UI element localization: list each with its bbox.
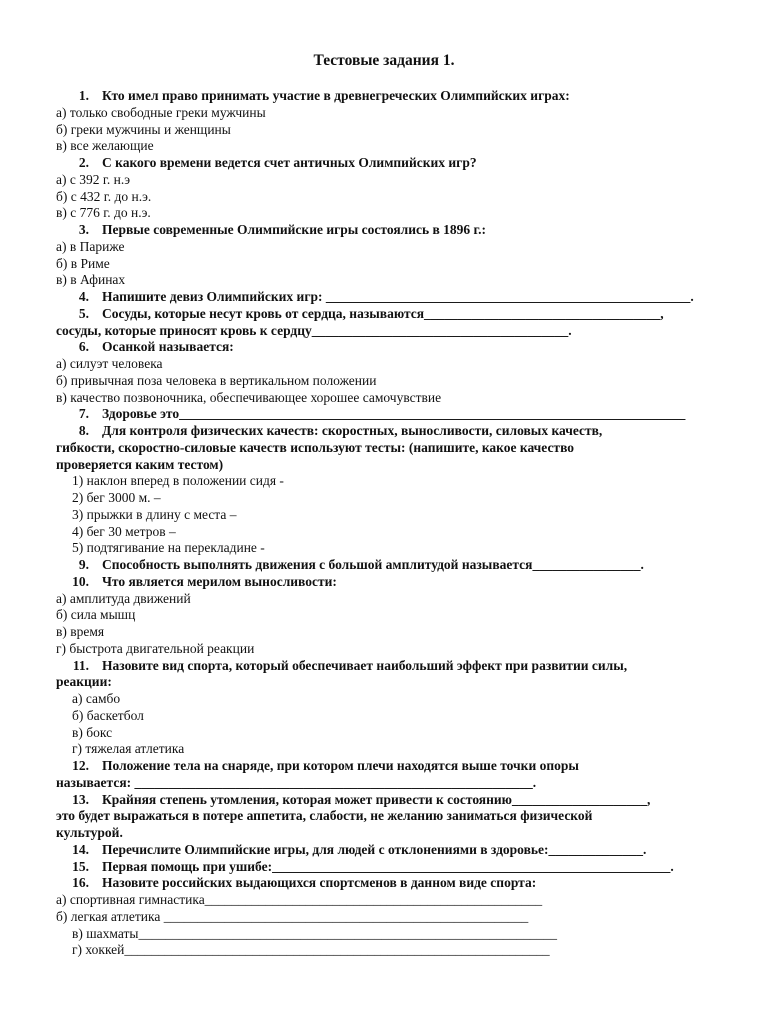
question-text: Первая помощь при ушибе:___________________________________________________________.: [102, 858, 674, 874]
question-number: 5.: [78, 305, 89, 321]
question-line: [56, 423, 602, 439]
question-continuation: это будет выражаться в потере аппетита, слабости, не желанию заниматься физической: [56, 808, 593, 824]
answer-option: б) в Риме: [56, 255, 110, 271]
question-line: [56, 222, 486, 238]
question-line: [56, 406, 685, 422]
answer-option: а) только свободные греки мужчины: [56, 104, 266, 120]
question-line: [56, 842, 646, 858]
answer-option: б) греки мужчины и женщины: [56, 121, 231, 137]
question-text: Для контроля физических качеств: скоростных, выносливости, силовых качеств,: [102, 423, 603, 438]
question-text: Перечислите Олимпийские игры, для людей с отклонениями в здоровье:______________.: [102, 841, 647, 857]
question-line: [56, 557, 644, 573]
question-number: 10.: [72, 573, 89, 589]
question-line: [56, 289, 694, 305]
answer-option: в) бокс: [72, 724, 113, 740]
question-number: 9.: [78, 557, 89, 572]
answer-option: 4) бег 30 метров –: [72, 523, 176, 539]
question-text: Назовите российских выдающихся спортсменов в данном виде спорта:: [102, 875, 537, 891]
question-number: 7.: [78, 406, 89, 422]
question-number: 6.: [78, 339, 89, 355]
answer-option: а) силуэт человека: [56, 356, 163, 371]
question-number: 2.: [78, 155, 89, 170]
question-number: 15.: [72, 858, 89, 874]
answer-option: б) сила мышц: [56, 607, 136, 623]
question-text: Первые современные Олимпийские игры состоялись в 1896 г.:: [102, 222, 487, 237]
question-number: 12.: [72, 758, 89, 773]
answer-option: а) самбо: [72, 691, 121, 706]
question-number: 16.: [72, 875, 89, 891]
answer-option: в) с 776 г. до н.э.: [56, 205, 151, 221]
question-line: [56, 658, 627, 674]
question-text: Напишите девиз Олимпийских игр: ______________________________________________________.: [102, 289, 694, 304]
question-text: Что является мерилом выносливости:: [102, 573, 337, 589]
question-text: Назовите вид спорта, который обеспечивает наибольший эффект при развитии силы,: [102, 657, 628, 673]
question-text: С какого времени ведется счет античных Олимпийских игр?: [102, 155, 477, 170]
answer-option: а) в Париже: [56, 238, 125, 254]
answer-option: 2) бег 3000 м. –: [72, 490, 161, 505]
question-continuation: проверяется каким тестом): [56, 456, 224, 472]
question-continuation: гибкости, скоростно-силовые качеств используют тесты: (напишите, какое качество: [56, 439, 575, 455]
question-text: Кто имел право принимать участие в древнегреческих Олимпийских играх:: [102, 88, 570, 103]
answer-option: а) спортивная гимнастика__________________________________________________: [56, 892, 543, 907]
answer-option: г) быстрота двигательной реакции: [56, 640, 255, 656]
question-line: [56, 155, 477, 171]
answer-option: 5) подтягивание на перекладине -: [72, 540, 265, 556]
answer-option: а) амплитуда движений: [56, 590, 191, 606]
answer-option: в) шахматы______________________________________________________________: [72, 925, 557, 941]
answer-option: а) с 392 г. н.э: [56, 171, 131, 187]
page-title: Тестовые задания 1.: [313, 52, 455, 69]
answer-option: б) баскетбол: [72, 707, 144, 723]
answer-option: в) все желающие: [56, 138, 154, 154]
answer-option: б) легкая атлетика ______________________________________________________: [56, 908, 529, 924]
question-text: Крайняя степень утомления, которая может привести к состоянию____________________,: [102, 791, 651, 807]
answer-option: в) в Афинах: [56, 272, 126, 288]
question-line: [56, 859, 674, 875]
question-number: 8.: [78, 423, 89, 438]
question-continuation: реакции:: [56, 674, 112, 690]
question-line: [56, 758, 579, 774]
answer-option: г) хоккей_______________________________________________________________: [72, 942, 550, 958]
answer-option: в) время: [56, 624, 105, 639]
answer-option: б) с 432 г. до н.э.: [56, 188, 152, 204]
question-line: [56, 875, 536, 891]
answer-option: 1) наклон вперед в положении сидя -: [72, 473, 284, 489]
answer-option: в) качество позвоночника, обеспечивающее хорошее самочувствие: [56, 389, 442, 405]
question-number: 14.: [72, 841, 89, 857]
question-number: 3.: [78, 222, 89, 237]
question-line: [56, 792, 650, 808]
question-line: [56, 339, 234, 355]
question-number: 4.: [78, 289, 89, 304]
question-continuation: культурой.: [56, 825, 123, 840]
question-text: Положение тела на снаряде, при котором плечи находятся выше точки опоры: [102, 758, 579, 773]
question-number: 11.: [72, 657, 89, 673]
answer-option: г) тяжелая атлетика: [72, 741, 185, 757]
question-number: 1.: [78, 88, 89, 103]
question-line: [56, 574, 337, 590]
question-text: Способность выполнять движения с большой амплитудой называется________________.: [102, 557, 644, 572]
question-text: Сосуды, которые несут кровь от сердца, называются___________________________________,: [102, 305, 664, 321]
question-text: Осанкой называется:: [102, 339, 234, 355]
answer-option: б) привычная поза человека в вертикальном положении: [56, 372, 377, 388]
question-number: 13.: [72, 791, 89, 807]
question-text: Здоровье это___________________________________________________________________________: [102, 406, 686, 422]
answer-option: 3) прыжки в длину с места –: [72, 506, 237, 522]
question-line: [56, 88, 570, 104]
question-continuation: называется: ___________________________________________________________.: [56, 774, 537, 790]
question-line: [56, 306, 664, 322]
question-continuation: сосуды, которые приносят кровь к сердцу______________________________________.: [56, 322, 572, 338]
